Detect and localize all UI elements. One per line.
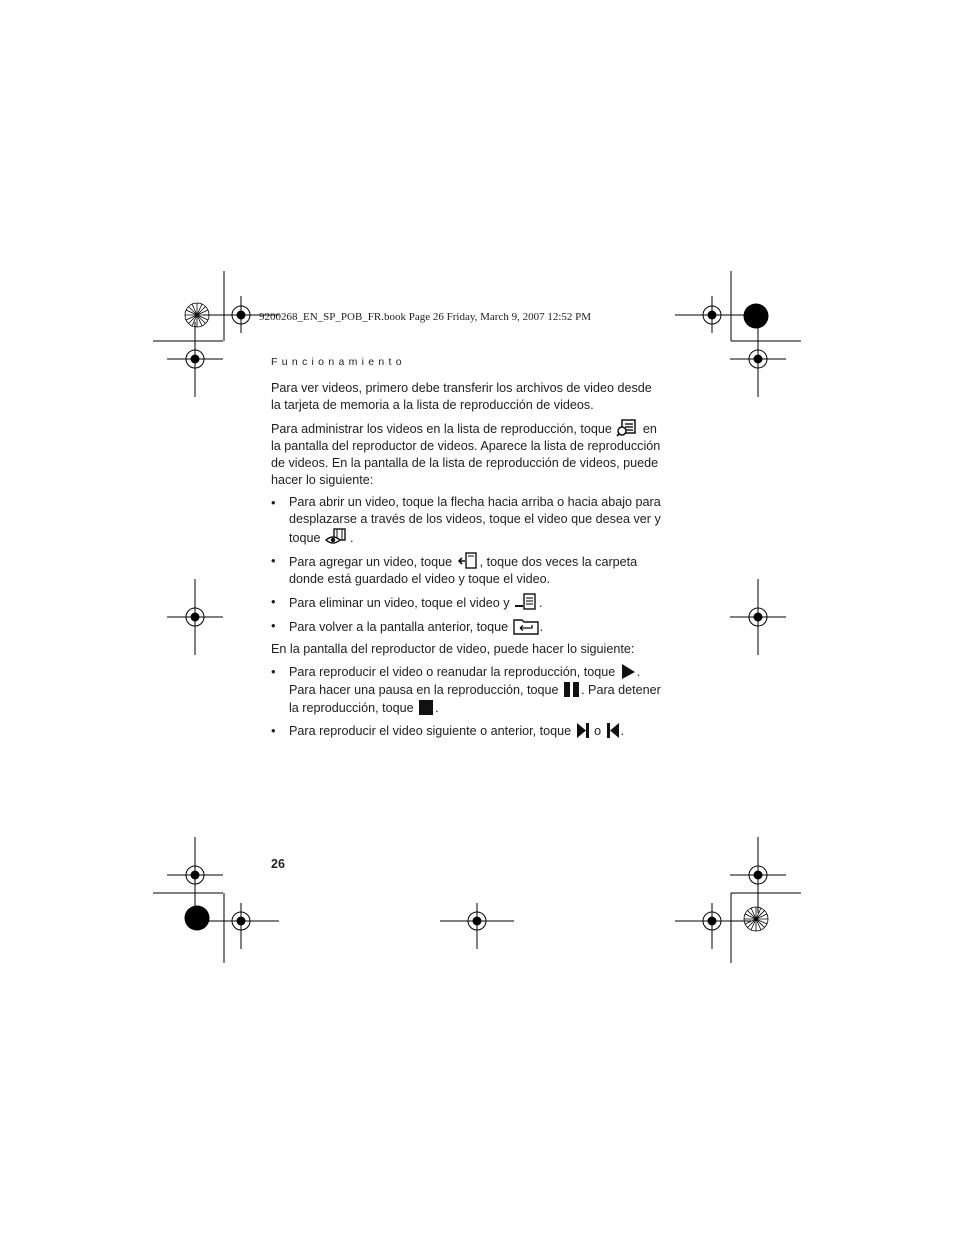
previous-track-icon: [606, 722, 620, 739]
play-icon: [620, 663, 636, 680]
list-item: • Para reproducir el video siguiente o anterior, toque o .: [271, 722, 663, 740]
starburst-target: [744, 907, 768, 931]
list-item: • Para agregar un video, toque , toque dos veces la carpeta donde está guardado el video y toque el video.: [271, 552, 663, 588]
list-item: • Para volver a la pantalla anterior, toque .: [271, 617, 663, 636]
intro-paragraph: Para ver videos, primero debe transferir los archivos de video desde la tarjeta de memoria a la lista de reproducción de videos.: [271, 381, 652, 412]
page-content: [271, 380, 663, 745]
solid-target: [185, 906, 210, 931]
starburst-target: [185, 303, 209, 327]
list-item: • Para reproducir el video o reanudar la reproducción, toque . Para hacer una pausa en la reproducción, toque . Para detener la reproducción, toque .: [271, 663, 663, 717]
stop-icon: [418, 699, 434, 716]
playlist-actions-list: [271, 494, 663, 636]
pause-icon: [563, 681, 580, 698]
player-paragraph: En la pantalla del reproductor de video, puede hacer lo siguiente:: [271, 642, 635, 656]
remove-video-icon: [514, 593, 538, 611]
list-item: • Para abrir un video, toque la flecha hacia arriba o hacia abajo para desplazarse a través de los videos, toque el video que desea ver y toque .: [271, 494, 663, 547]
registration-target: [203, 903, 279, 949]
page-number: 26: [271, 857, 285, 871]
registration-target: [440, 903, 514, 949]
solid-target: [744, 304, 769, 329]
next-track-icon: [576, 722, 590, 739]
registration-target: [167, 322, 223, 397]
playlist-icon: [616, 419, 638, 437]
registration-target: [167, 579, 223, 655]
view-video-icon: [325, 528, 349, 546]
registration-target: [730, 837, 786, 913]
file-info-line: 9200268_EN_SP_POB_FR.book Page 26 Friday, March 9, 2007 12:52 PM: [259, 311, 592, 323]
registration-target: [167, 837, 223, 913]
player-actions-list: [271, 663, 663, 740]
registration-target: [730, 322, 786, 397]
list-item: • Para eliminar un video, toque el video y .: [271, 593, 663, 612]
back-folder-icon: [513, 617, 539, 635]
registration-target: [675, 296, 751, 333]
registration-target: [730, 579, 786, 655]
add-video-icon: [457, 552, 479, 570]
manage-paragraph: Para administrar los videos en la lista de reproducción, toque en la pantalla del reproductor de videos. Aparece la lista de reproducción de videos. En la pantalla de la lista de reproducción de videos, puede hacer lo siguiente:: [271, 419, 663, 489]
registration-target: [675, 903, 751, 949]
section-title: Funcionamiento: [271, 356, 406, 368]
